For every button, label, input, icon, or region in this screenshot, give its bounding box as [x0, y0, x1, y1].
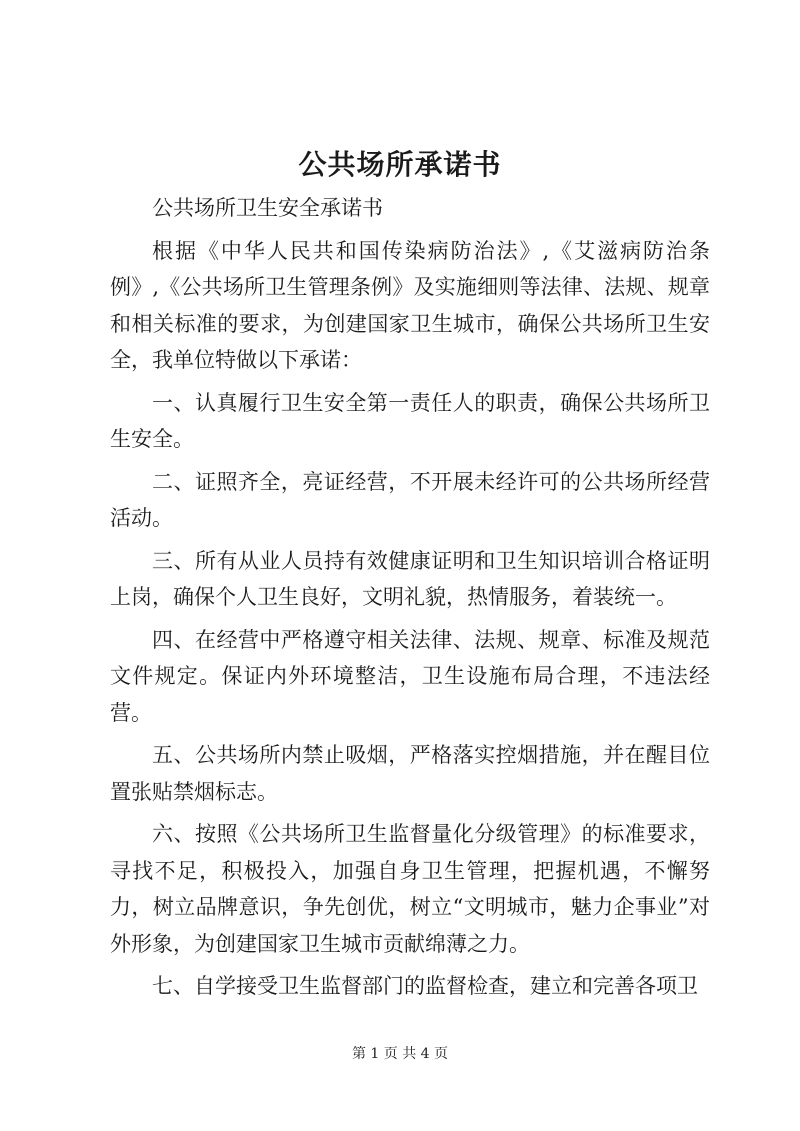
commitment-item-7: 七、自学接受卫生监督部门的监督检查，建立和完善各项卫 — [152, 974, 698, 998]
document-body — [110, 190, 710, 1011]
commitment-item-5: 五、公共场所内禁止吸烟，严格落实控烟措施，并在醒目位置张贴禁烟标志。 — [110, 743, 710, 804]
page-footer: 第 1 页 共 4 页 — [351, 1046, 449, 1062]
commitment-item-1: 一、认真履行卫生安全第一责任人的职责，确保公共场所卫生安全。 — [110, 390, 710, 451]
intro-paragraph: 根据《中华人民共和国传染病防治法》,《艾滋病防治条例》,《公共场所卫生管理条例》及实施细则等法律、法规、规章和相关标准的要求，为创建国家卫生城市，确保公共场所卫生安全，我单位特做以下承诺： — [110, 238, 710, 372]
commitment-item-6: 六、按照《公共场所卫生监督量化分级管理》的标准要求，寻找不足，积极投入，加强自身卫生管理，把握机遇，不懈努力，树立品牌意识，争先创优，树立“文明城市，魅力企事业”对外形象，为创建国家卫生城市贡献绵薄之力。 — [110, 822, 710, 956]
document-subtitle: 公共场所卫生安全承诺书 — [152, 196, 383, 220]
commitment-item-3: 三、所有从业人员持有效健康证明和卫生知识培训合格证明上岗，确保个人卫生良好，文明礼貌，热情服务，着装统一。 — [110, 548, 710, 609]
commitment-item-2: 二、证照齐全，亮证经营，不开展未经许可的公共场所经营活动。 — [110, 469, 710, 530]
commitment-item-4: 四、在经营中严格遵守相关法律、法规、规章、标准及规范文件规定。保证内外环境整洁，卫生设施布局合理，不违法经营。 — [110, 627, 710, 725]
document-title: 公共场所承诺书 — [298, 148, 502, 181]
